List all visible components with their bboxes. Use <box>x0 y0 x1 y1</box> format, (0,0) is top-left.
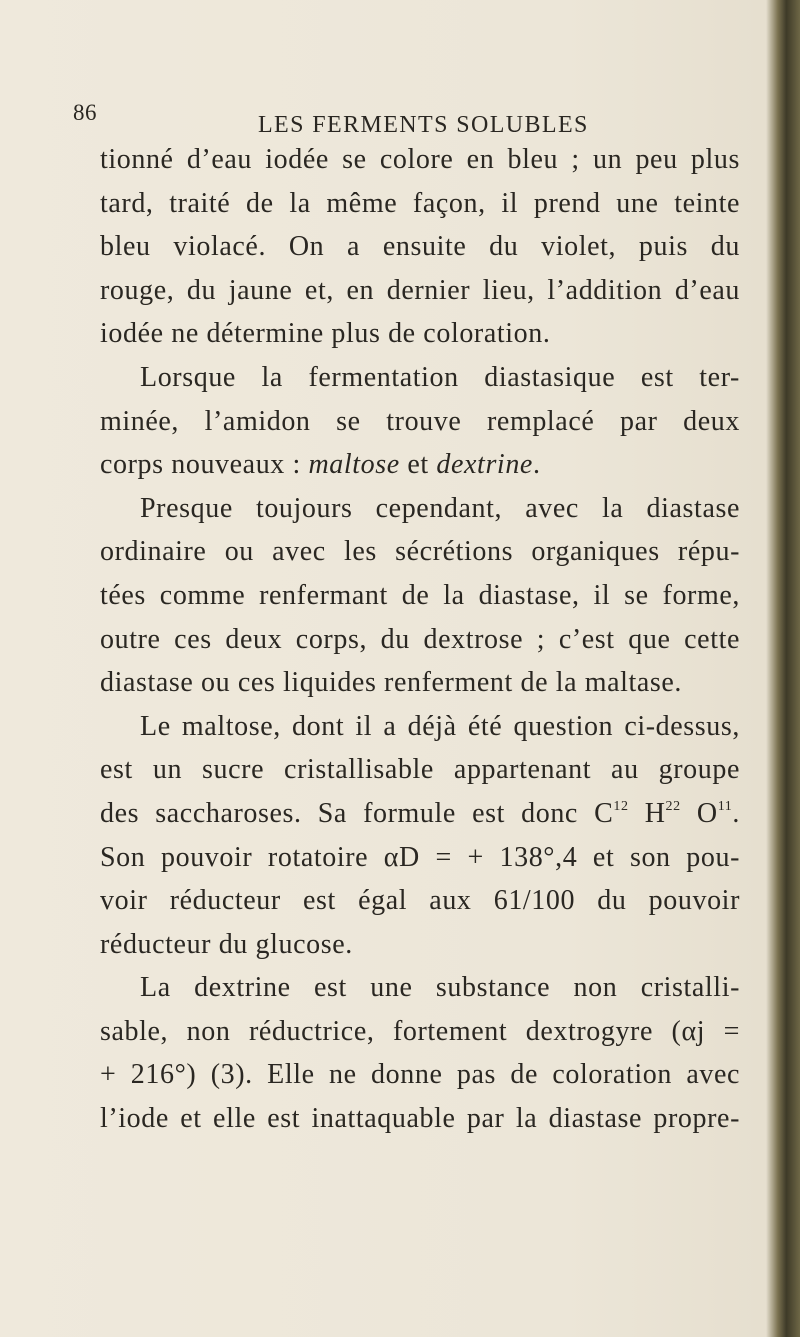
text-line <box>100 792 740 836</box>
text-line: tard, traité de la même façon, il prend une teinte <box>100 187 740 219</box>
text-line: réducteur du glucose. <box>100 928 353 960</box>
text-line: diastase ou ces liquides renferment de la maltase. <box>100 667 683 699</box>
page-number: 86 <box>73 100 97 125</box>
text-line: Presque toujours cependant, avec la diastase <box>140 492 740 524</box>
text-line: tionné d’eau iodée se colore en bleu ; un peu plus <box>100 144 740 175</box>
text-run: . <box>732 797 741 829</box>
text-line: ordinaire ou avec les sécrétions organiques répu- <box>100 536 740 568</box>
text-line: bleu violacé. On a ensuite du violet, puis du <box>100 231 740 263</box>
text-run: des saccharoses. Sa formule est donc C <box>100 797 614 829</box>
text-run: . <box>532 449 541 481</box>
text-line: tées comme renfermant de la diastase, il se forme, <box>100 579 740 611</box>
text-line: sable, non réductrice, fortement dextrogyre (αj = <box>100 1015 740 1047</box>
text-line: Le maltose, dont il a déjà été question ci-dessus, <box>140 710 740 742</box>
formula-superscript: 22 <box>665 798 681 814</box>
text-line: Son pouvoir rotatoire αD = + 138°,4 et son pou- <box>100 841 740 873</box>
term-dextrine: dextrine <box>436 449 533 481</box>
text-run: H <box>628 797 666 829</box>
text-line <box>100 443 740 487</box>
text-line: est un sucre cristallisable appartenant au groupe <box>100 754 740 786</box>
text-line: + 216°) (3). Elle ne donne pas de coloration avec <box>100 1059 740 1091</box>
text-run: corps nouveaux : <box>100 449 309 481</box>
formula-superscript: 11 <box>717 798 733 814</box>
text-line: rouge, du jaune et, en dernier lieu, l’addition d’eau <box>100 274 740 306</box>
text-line: Lorsque la fermentation diastasique est ter- <box>140 361 740 393</box>
text-run: O <box>680 797 718 829</box>
formula-superscript: 12 <box>613 798 629 814</box>
page-edge-shadow <box>766 0 800 1337</box>
term-maltose: maltose <box>308 449 400 481</box>
text-line: voir réducteur est égal aux 61/100 du pouvoir <box>100 885 740 917</box>
text-line: iodée ne détermine plus de coloration. <box>100 318 551 350</box>
text-line: La dextrine est une substance non cristalli- <box>140 972 740 1004</box>
text-line: l’iode et elle est inattaquable par la diastase propre- <box>100 1103 740 1135</box>
text-line: minée, l’amidon se trouve remplacé par deux <box>100 405 740 437</box>
body-text <box>100 138 740 1141</box>
text-run: et <box>399 449 437 481</box>
text-line: outre ces deux corps, du dextrose ; c’est que cette <box>100 623 740 655</box>
running-head: LES FERMENTS SOLUBLES <box>258 112 589 138</box>
